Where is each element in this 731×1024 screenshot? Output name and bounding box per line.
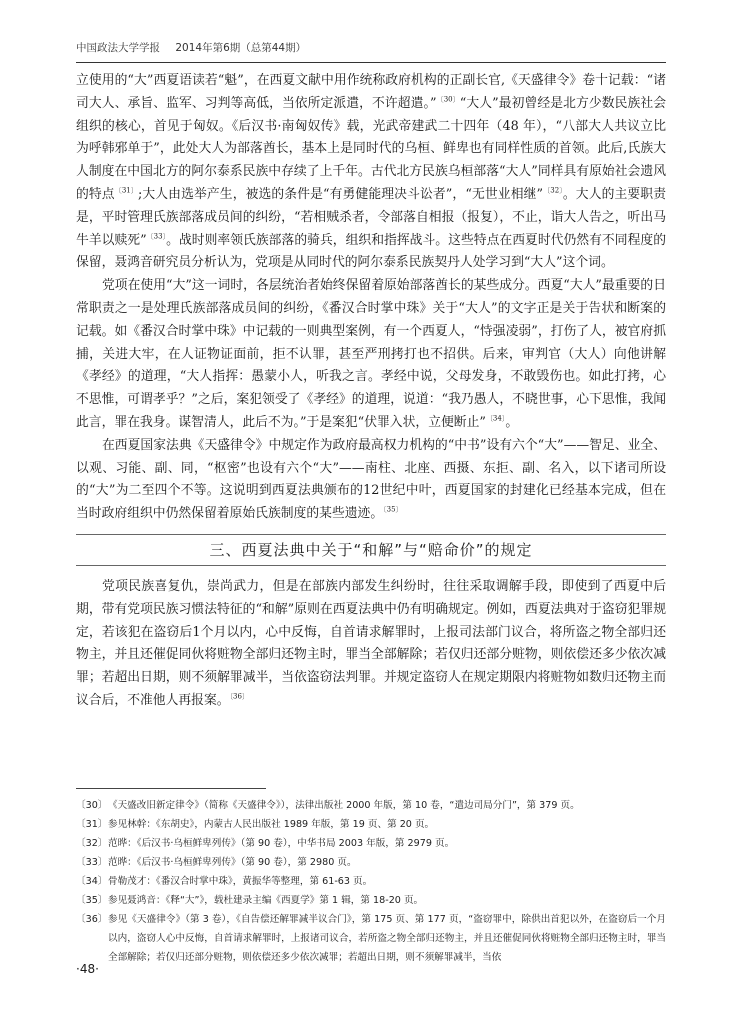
ref-35: 〔35〕 [383,505,403,514]
footnote-33: 〔33〕 范晔：《后汉书·乌桓鲜卑列传》（第 90 卷），第 2980 页。 [76,857,357,868]
footnotes [76,796,666,967]
ref-30: 〔30〕 [436,95,460,104]
footnote-divider [76,788,266,789]
footnote-30: 〔30〕 《天盛改旧新定律令》（简称《天盛律令》），法律出版社 2000 年版，第 10 卷，“遣边司局分门”，第 379 页。 [76,800,580,811]
journal-name: 中国政法大学学报 [76,42,160,54]
section-title: 三、西夏法典中关于“和解”与“赔命价”的规定 [76,534,666,566]
footnote-35: 〔35〕 参见聂鸿音：《释“大”》，载杜建录主编《西夏学》第 1 辑，第 18-20 页。 [76,895,424,906]
ref-33: 〔33〕 [146,232,167,241]
running-header [76,40,666,63]
footnote-31: 〔31〕 参见林幹：《东胡史》，内蒙古人民出版社 1989 年版，第 19 页、第 20 页。 [76,819,435,830]
footnote-32: 〔32〕 范晔：《后汉书·乌桓鲜卑列传》（第 90 卷），中华书局 2003 年版，第 2979 页。 [76,838,455,849]
paragraph-1: 立使用的“大”西夏语读若“魁”，在西夏文献中用作统称政府机构的正副长官,《天盛律令》卷十记载：“诸司大人、承旨、监军、习判等高低，当依所定派遣，不许超遣。”$^{〔30〕}$“大人”最初曾经是北方少数民族社会组织的核心，首见于匈奴。《后汉书·南匈奴传》载，光武帝建武二十四年（48 年），“八部大人共议立比为呼韩邪单于”，此处大人为部落酋长，基本上是同时代的乌桓、鲜卑也有同样性质的首领。此后,氏族大人制度在中国北方的阿尔泰系民族中存续了上千年。古代北方民族乌桓部落“大人”同样具有原始社会遗风的特点$^{〔31〕}$;大人由选举产生，被选的条件是“有勇健能理决斗讼者”，“无世业相继”$^{〔32〕}$。大人的主要职责是，平时管理氏族部落成员间的纠纷，“若相贼杀者，令部落自相报（报复），不止，诣大人告之，听出马牛羊以赎死”$^{〔33〕}$。战时则率领氏族部落的骑兵，组织和指挥战斗。这些特点在西夏时代仍然有不同程度的保留，聂鸿音研究员分析认为，党项是从同时代的阿尔泰系民族契丹人处学习到“大人”这个词。 [76,73,667,271]
paragraph-4: 党项民族喜复仇，崇尚武力，但是在部族内部发生纠纷时，往往采取调解手段，即使到了西夏中后期，带有党项民族习惯法特征的“和解”原则在西夏法典中仍有明确规定。例如，西夏法典对于盗窃犯罪规定，若该犯在盗窃后1个月以内，心中反悔，自首请求解罪时，上报司法部门议合，将所盗之物全部归还物主，并且还催促同伙将赃物全部归还物主时，罪当全部解除；若仅归还部分赃物，则依偿还多少依次减罪；若超出日期，则不须解罪减半，当依盗窃法判罪。并规定盗窃人在规定期限内将赃物如数归还物主而议合后，不准他人再报案。$^{〔36〕}$ [76,578,666,708]
footnote-34: 〔34〕 骨勒茂才：《番汉合时掌中珠》，黄振华等整理，第 61-63 页。 [76,876,373,887]
ref-36: 〔36〕 [229,692,249,701]
ref-31: 〔31〕 [114,186,138,195]
article-body [76,70,666,713]
footnote-36: 〔36〕 参见《天盛律令》（第 3 卷），《自告偿还解罪减半议合门》，第 175 页、第 177 页，“盗窃罪中，除供出首犯以外，在盗窃后一个月以内，盗窃人心中反悔，自首请求解罪时，上报诸司议合，若所盗之物全部归还物主，并且还催促同伙将赃物全部归还物主时，罪当全部解除；若仅归还部分赃物，则依偿还多少依次减罪；若超出日期，则不须解罪减半，当依 [76,914,666,963]
ref-34: 〔34〕 [485,414,506,423]
ref-32: 〔32〕 [543,186,563,195]
paragraph-2: 党项在使用“大”这一词时，各层统治者始终保留着原始部落酋长的某些成分。西夏“大人”最重要的日常职责之一是处理氏族部落成员间的纠纷，《番汉合时掌中珠》关于“大人”的文字正是关于告状和断案的记载。如《番汉合时掌中珠》中记载的一则典型案例，有一个西夏人，“恃强凌弱”，打伤了人，被官府抓捕，关进大牢，在人证物证面前，拒不认罪，甚至严刑拷打也不招供。后来，审判官（大人）向他讲解《孝经》的道理，“大人指挥：愚蒙小人，听我之言。孝经中说，父母发身，不敢毁伤也。如此打拷，心不思惟，可谓孝乎？”之后，案犯领受了《孝经》的道理，说道：“我乃愚人，不晓世事，心下思惟，我闻此言，罪在我身。谋智清人，此后不为。”于是案犯“伏罪入状，立便断止”$^{〔34〕}$。 [76,278,666,430]
page-number: ·48· [76,962,99,976]
paragraph-3: 在西夏国家法典《天盛律令》中规定作为政府最高权力机构的“中书”设有六个“大”——智足、业全、以观、习能、副、同，“枢密”也设有六个“大”——南柱、北座、西摄、东拒、副、名入，以下诸司所设的“大”为二至四个不等。这说明到西夏法典颁布的12世纪中叶，西夏国家的封建化已经基本完成，但在当时政府组织中仍然保留着原始氏族制度的某些遗迹。$^{〔35〕}$ [76,437,666,522]
issue-info: 2014年第6期（总第44期） [175,42,307,54]
